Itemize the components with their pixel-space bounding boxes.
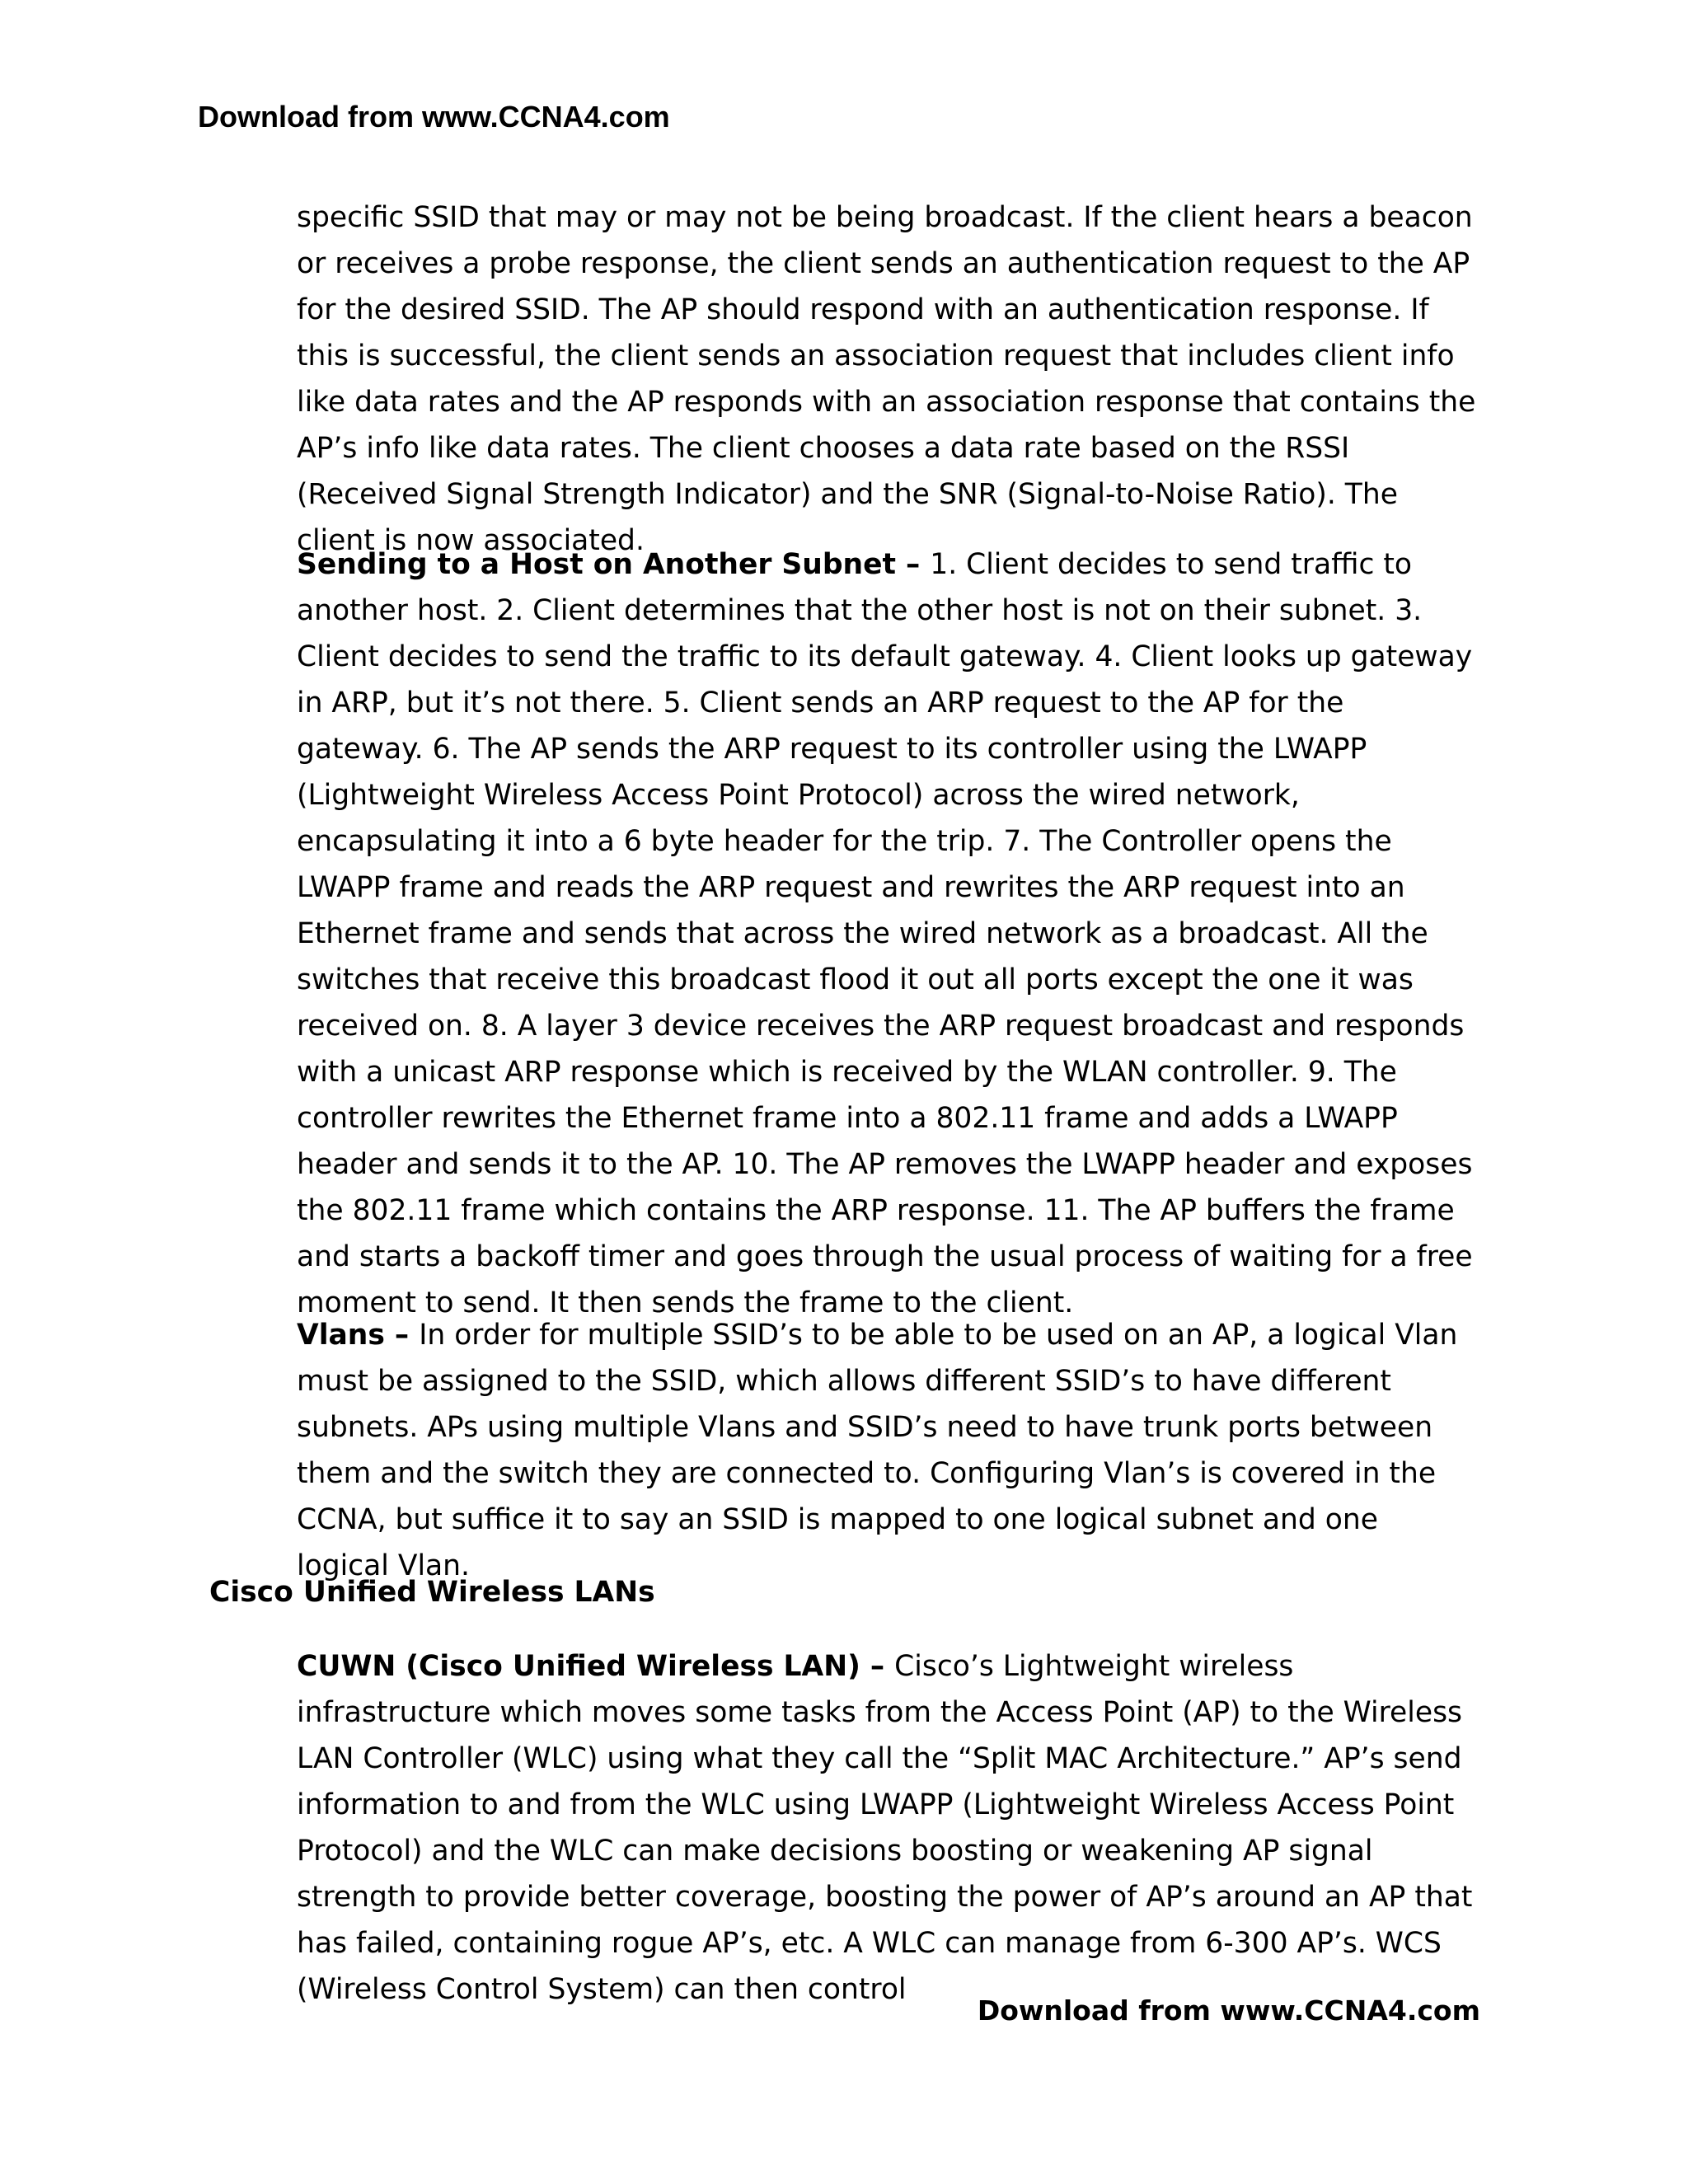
section-heading: Cisco Unified Wireless LANs: [209, 1576, 655, 1609]
paragraph-sending-to-host-lead: Sending to a Host on Another Subnet –: [297, 548, 931, 581]
page-header: Download from www.CCNA4.com: [198, 100, 670, 134]
paragraph-cuwn-text: Cisco’s Lightweight wireless infrastructure which moves some tasks from the Access Point (AP) to the Wireless LAN Controller (WLC) using what they call the “Split MAC Architecture.” AP’s send information to and from the WLC using LWAPP (Lightweight Wireless Access Point Protocol) and the WLC can make decisions boosting or weakening AP signal strength to provide better coverage, boosting the power of AP’s around an AP that has failed, containing rogue AP’s, etc. A WLC can manage from 6-300 AP’s. WCS (Wireless Control System) can then control: [297, 1650, 1473, 2006]
paragraph-cuwn-lead: CUWN (Cisco Unified Wireless LAN) –: [297, 1650, 895, 1683]
paragraph-association-text: specific SSID that may or may not be being broadcast. If the client hears a beacon or receives a probe response, the client sends an authentication request to the AP for the desired SSID. The AP should respond with an authentication response. If this is successful, the client sends an association request that includes client info like data rates and the AP responds with an association response that contains the AP’s info like data rates. The client chooses a data rate based on the RSSI (Received Signal Strength Indicator) and the SNR (Signal-to-Noise Ratio). The client is now associated.: [297, 201, 1476, 557]
paragraph-vlans-text: In order for multiple SSID’s to be able to be used on an AP, a logical Vlan must be assigned to the SSID, which allows different SSID’s to have different subnets. APs using multiple Vlans and SSID’s need to have trunk ports between them and the switch they are connected to. Configuring Vlan’s is covered in the CCNA, but suffice it to say an SSID is mapped to one logical subnet and one logical Vlan.: [297, 1319, 1458, 1582]
paragraph-cuwn: [297, 1643, 1477, 2013]
paragraph-vlans-lead: Vlans –: [297, 1319, 420, 1352]
page-footer: Download from www.CCNA4.com: [977, 1994, 1480, 2027]
paragraph-sending-to-host: [297, 541, 1477, 1326]
paragraph-vlans: [297, 1312, 1477, 1589]
paragraph-association: [297, 194, 1477, 564]
paragraph-sending-to-host-text: 1. Client decides to send traffic to another host. 2. Client determines that the other host is not on their subnet. 3. Client decides to send the traffic to its default gateway. 4. Client looks up gateway in ARP, but it’s not there. 5. Client sends an ARP request to the AP for the gateway. 6. The AP sends the ARP request to its controller using the LWAPP (Lightweight Wireless Access Point Protocol) across the wired network, encapsulating it into a 6 byte header for the trip. 7. The Controller opens the LWAPP frame and reads the ARP request and rewrites the ARP request into an Ethernet frame and sends that across the wired network as a broadcast. All the switches that receive this broadcast flood it out all ports except the one it was received on. 8. A layer 3 device receives the ARP request broadcast and responds with a unicast ARP response which is received by the WLAN controller. 9. The controller rewrites the Ethernet frame into a 802.11 frame and adds a LWAPP header and sends it to the AP. 10. The AP removes the LWAPP header and exposes the 802.11 frame which contains the ARP response. 11. The AP buffers the frame and starts a backoff timer and goes through the usual process of waiting for a free moment to send. It then sends the frame to the client.: [297, 548, 1473, 1319]
